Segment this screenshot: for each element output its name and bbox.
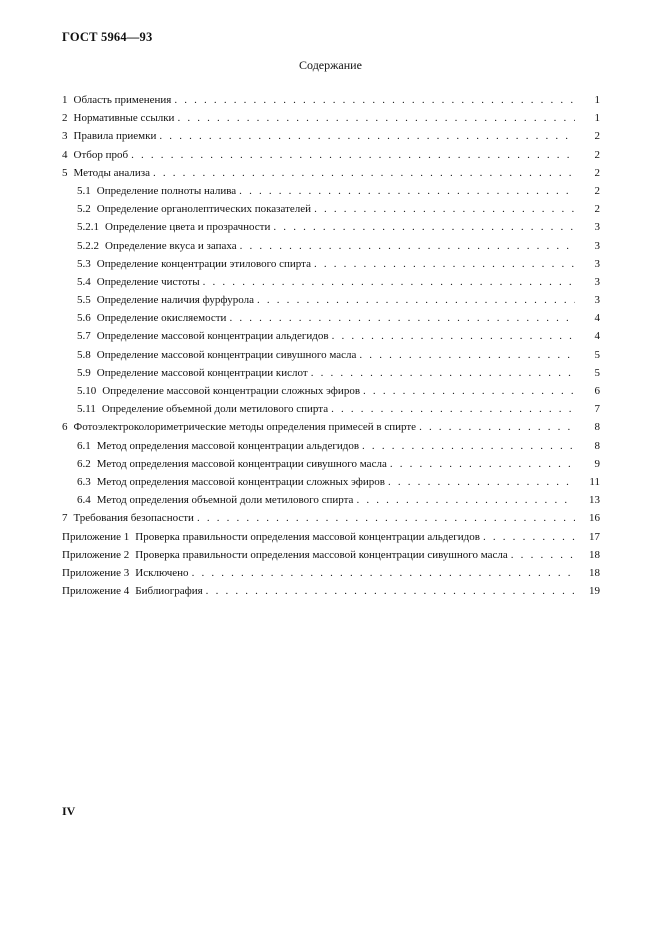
toc-title: Содержание [299,58,362,72]
toc-leader-dots [363,385,575,397]
toc-entry-page: 8 [594,421,600,434]
toc-entry-number: 5.7 [77,330,91,343]
toc-leader-dots [197,512,575,524]
toc-entry-title: Определение объемной доли метилового спирта [101,403,329,416]
toc-entry-number: 6 [62,421,68,434]
toc-entry[interactable] [62,330,600,348]
toc-entry-title: Определение концентрации этилового спирта [96,257,311,270]
toc-entry[interactable] [62,221,600,239]
toc-entry-label [77,221,270,233]
toc-entry-label [77,349,356,361]
toc-entry-page: 16 [589,512,600,525]
toc-entry-number: 2 [62,112,68,125]
toc-leader-dots [239,185,575,197]
toc-entry-page: 18 [589,566,600,579]
toc-leader-dots [177,112,575,124]
toc-entry[interactable] [62,367,600,385]
toc-leader-dots [257,294,575,306]
toc-entry[interactable] [62,458,600,476]
toc-entry-page: 2 [594,166,600,179]
toc-entry-number: 5.4 [77,275,91,288]
toc-entry-label [77,185,236,197]
toc-entry-page: 3 [594,257,600,270]
toc-entry-number: 6.3 [77,475,91,488]
toc-entry-page: 8 [594,439,600,452]
toc-leader-dots [174,94,575,106]
toc-entry-label [62,585,203,597]
document-code: ГОСТ 5964—93 [62,30,153,44]
toc-entry-number: Приложение 4 [62,585,130,598]
toc-entry-label [77,330,329,342]
toc-entry[interactable] [62,294,600,312]
toc-leader-dots [203,276,575,288]
toc-entry-title: Определение цвета и прозрачности [105,221,271,234]
toc-entry[interactable] [62,476,600,494]
toc-entry[interactable] [62,349,600,367]
toc-entry[interactable] [62,512,600,530]
toc-entry-label [77,258,311,270]
toc-entry-number: Приложение 3 [62,566,130,579]
toc-entry-label [77,476,385,488]
toc-entry-label [62,531,480,543]
toc-entry-title: Библиография [135,585,203,598]
toc-entry-title: Проверка правильности определения массовой концентрации сивушного масла [135,548,508,561]
toc-entry[interactable] [62,276,600,294]
toc-entry-title: Методы анализа [73,166,150,179]
toc-entry-page: 5 [594,348,600,361]
toc-leader-dots [356,494,575,506]
toc-entry-number: 5.3 [77,257,91,270]
toc-entry-label [77,276,200,288]
toc-entry-title: Определение вкуса и запаха [105,239,237,252]
toc-entry-title: Определение чистоты [96,275,200,288]
toc-leader-dots [240,240,575,252]
toc-entry-label [77,440,359,452]
toc-entry-label [62,421,416,433]
toc-entry[interactable] [62,167,600,185]
toc-entry-title: Фотоэлектроколориметрические методы определения примесей в спирте [73,421,417,434]
toc-leader-dots [206,585,575,597]
toc-entry-label [62,549,508,561]
toc-leader-dots [332,330,575,342]
toc-entry-label [77,403,328,415]
toc-entry-number: 5.2.2 [77,239,99,252]
toc-entry-number: 1 [62,94,68,106]
toc-entry-number: 5.8 [77,348,91,361]
toc-entry-label [62,94,171,106]
toc-entry-number: 6.4 [77,494,91,507]
toc-entry[interactable] [62,567,600,585]
toc-entry-label [77,458,387,470]
toc-entry-title: Определение массовой концентрации альдегидов [96,330,329,343]
toc-entry-page: 4 [594,312,600,325]
toc-entry-page: 3 [594,221,600,234]
toc-entry-title: Метод определения массовой концентрации альдегидов [96,439,360,452]
toc-entry-number: 5.6 [77,312,91,325]
toc-entry-page: 2 [594,148,600,161]
toc-entry-page: 13 [589,494,600,507]
toc-entry-label [62,512,194,524]
toc-entry-title: Отбор проб [73,148,129,161]
toc-entry-title: Требования безопасности [73,512,194,525]
toc-entry-label [77,203,311,215]
toc-entry-label [62,167,150,179]
toc-entry-title: Область применения [73,94,172,106]
toc-entry[interactable] [62,112,600,130]
toc-entry-page: 4 [594,330,600,343]
toc-entry[interactable] [62,440,600,458]
toc-entry-title: Определение массовой концентрации сивушного масла [96,348,357,361]
toc-leader-dots [419,421,575,433]
toc-entry-page: 6 [594,385,600,397]
toc-entry[interactable] [62,421,600,439]
toc-entry-page: 3 [594,239,600,252]
toc-leader-dots [273,221,575,233]
toc-entry-label [77,367,308,379]
toc-entry-number: 5.1 [77,184,91,197]
toc-entry-number: Приложение 2 [62,548,130,561]
toc-entry-title: Определение массовой концентрации кислот [96,366,308,379]
toc-leader-dots [159,130,575,142]
toc-entry-page: 11 [589,475,600,488]
toc-leader-dots [362,440,575,452]
toc-entry-page: 3 [594,294,600,307]
toc-leader-dots [153,167,575,179]
toc-entry-number: 7 [62,512,68,525]
toc-entry-label [62,112,174,124]
toc-entry[interactable] [62,531,600,549]
toc-entry-title: Нормативные ссылки [73,112,175,125]
toc-entry[interactable] [62,385,600,403]
toc-entry-page: 9 [594,457,600,470]
toc-entry-title: Определение органолептических показателей [96,203,312,216]
toc-entry-number: 4 [62,148,68,161]
toc-entry[interactable] [62,94,600,112]
toc-leader-dots [314,258,575,270]
toc-entry-label [77,494,353,506]
toc-leader-dots [192,567,575,579]
toc-entry-number: 5.2.1 [77,221,99,234]
toc-entry-title: Определение наличия фурфурола [96,294,254,307]
toc-entry-page: 5 [594,366,600,379]
toc-entry-page: 7 [594,403,600,416]
toc-entry-label [77,385,360,397]
toc-entry-number: 5.10 [77,385,97,397]
toc-leader-dots [331,403,575,415]
toc-entry-number: 6.1 [77,439,91,452]
toc-leader-dots [131,149,575,161]
toc-entry-page: 3 [594,275,600,288]
toc-leader-dots [229,312,575,324]
toc-entry-page: 2 [594,184,600,197]
toc-entry-title: Определение массовой концентрации сложных эфиров [102,385,361,397]
toc-leader-dots [511,549,575,561]
toc-entry[interactable] [62,185,600,203]
toc-entry-label [62,567,189,579]
toc-entry-page: 19 [589,585,600,598]
toc-entry-number: 3 [62,130,68,143]
toc-entry-title: Исключено [135,566,189,579]
toc-entry-label [62,130,156,142]
toc-entry-page: 2 [594,203,600,216]
toc-entry-page: 2 [594,130,600,143]
toc-entry-title: Определение окисляемости [96,312,227,325]
toc-entry-number: 5.9 [77,366,91,379]
toc-entry[interactable] [62,549,600,567]
toc-leader-dots [483,531,575,543]
toc-entry[interactable] [62,149,600,167]
toc-entry-number: 5.2 [77,203,91,216]
toc-entry-page: 18 [589,548,600,561]
toc-entry-number: 5.5 [77,294,91,307]
toc-leader-dots [359,349,575,361]
toc-leader-dots [390,458,575,470]
toc-entry-label [62,149,128,161]
toc-entry-label [77,240,237,252]
toc-entry[interactable] [62,312,600,330]
toc-entry-title: Метод определения объемной доли метилового спирта [96,494,354,507]
toc-entry-number: Приложение 1 [62,530,130,543]
toc-entry-page: 17 [589,530,600,543]
toc-entry-number: 5.11 [77,403,96,416]
toc-entry[interactable] [62,130,600,148]
toc-entry[interactable] [62,203,600,221]
toc-leader-dots [314,203,575,215]
toc-leader-dots [311,367,575,379]
toc-entry-title: Правила приемки [73,130,157,143]
toc-entry-number: 5 [62,166,68,179]
toc-entry[interactable] [62,240,600,258]
toc-entry-title: Метод определения массовой концентрации сложных эфиров [96,475,385,488]
toc-entry[interactable] [62,585,600,603]
toc-entry-title: Метод определения массовой концентрации сивушного масла [96,457,387,470]
toc-entry-page: 1 [594,112,600,125]
toc-entry-number: 6.2 [77,457,91,470]
toc-entry[interactable] [62,403,600,421]
table-of-contents [62,94,600,603]
toc-entry-label [77,294,254,306]
page-number: IV [62,804,76,818]
toc-entry-label [77,312,226,324]
toc-entry-title: Проверка правильности определения массовой концентрации альдегидов [135,530,480,543]
toc-entry-title: Определение полноты налива [96,184,237,197]
toc-entry[interactable] [62,258,600,276]
toc-entry-page: 1 [594,94,600,106]
toc-leader-dots [388,476,575,488]
toc-entry[interactable] [62,494,600,512]
